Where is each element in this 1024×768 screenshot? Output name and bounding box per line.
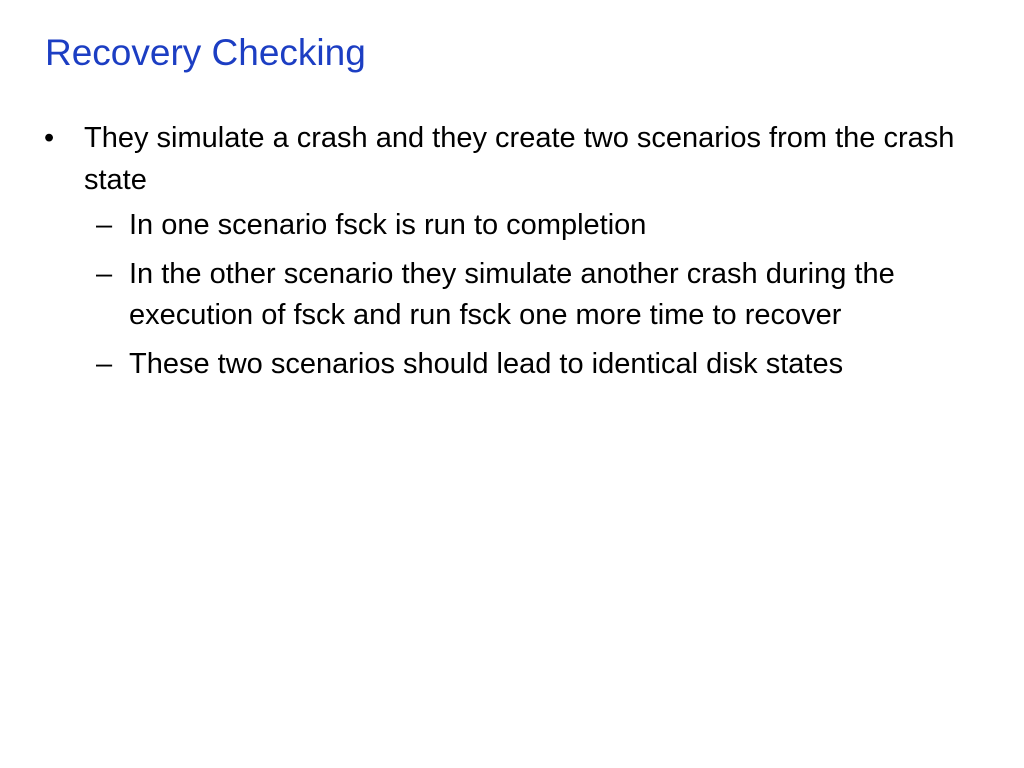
sub-bullet-item (40, 344, 989, 385)
sub-bullet-text: These two scenarios should lead to identical disk states (129, 348, 844, 380)
slide-title: Recovery Checking (45, 32, 366, 73)
sub-bullet-item (40, 205, 989, 246)
sub-bullet-marker: – (96, 209, 113, 241)
sub-bullet-text: In the other scenario they simulate another crash during the execution of fsck and run fsck one more time to recover (129, 258, 895, 331)
sub-bullet-marker: – (96, 258, 113, 290)
slide-body (40, 117, 990, 393)
sub-bullet-text: In one scenario fsck is run to completion (129, 209, 647, 241)
bullet-text: They simulate a crash and they create two scenarios from the crash state (84, 122, 955, 196)
sub-bullet-item (40, 254, 989, 336)
bullet-marker: • (44, 122, 55, 154)
bullet-item (40, 117, 984, 201)
sub-bullet-marker: – (96, 348, 113, 380)
